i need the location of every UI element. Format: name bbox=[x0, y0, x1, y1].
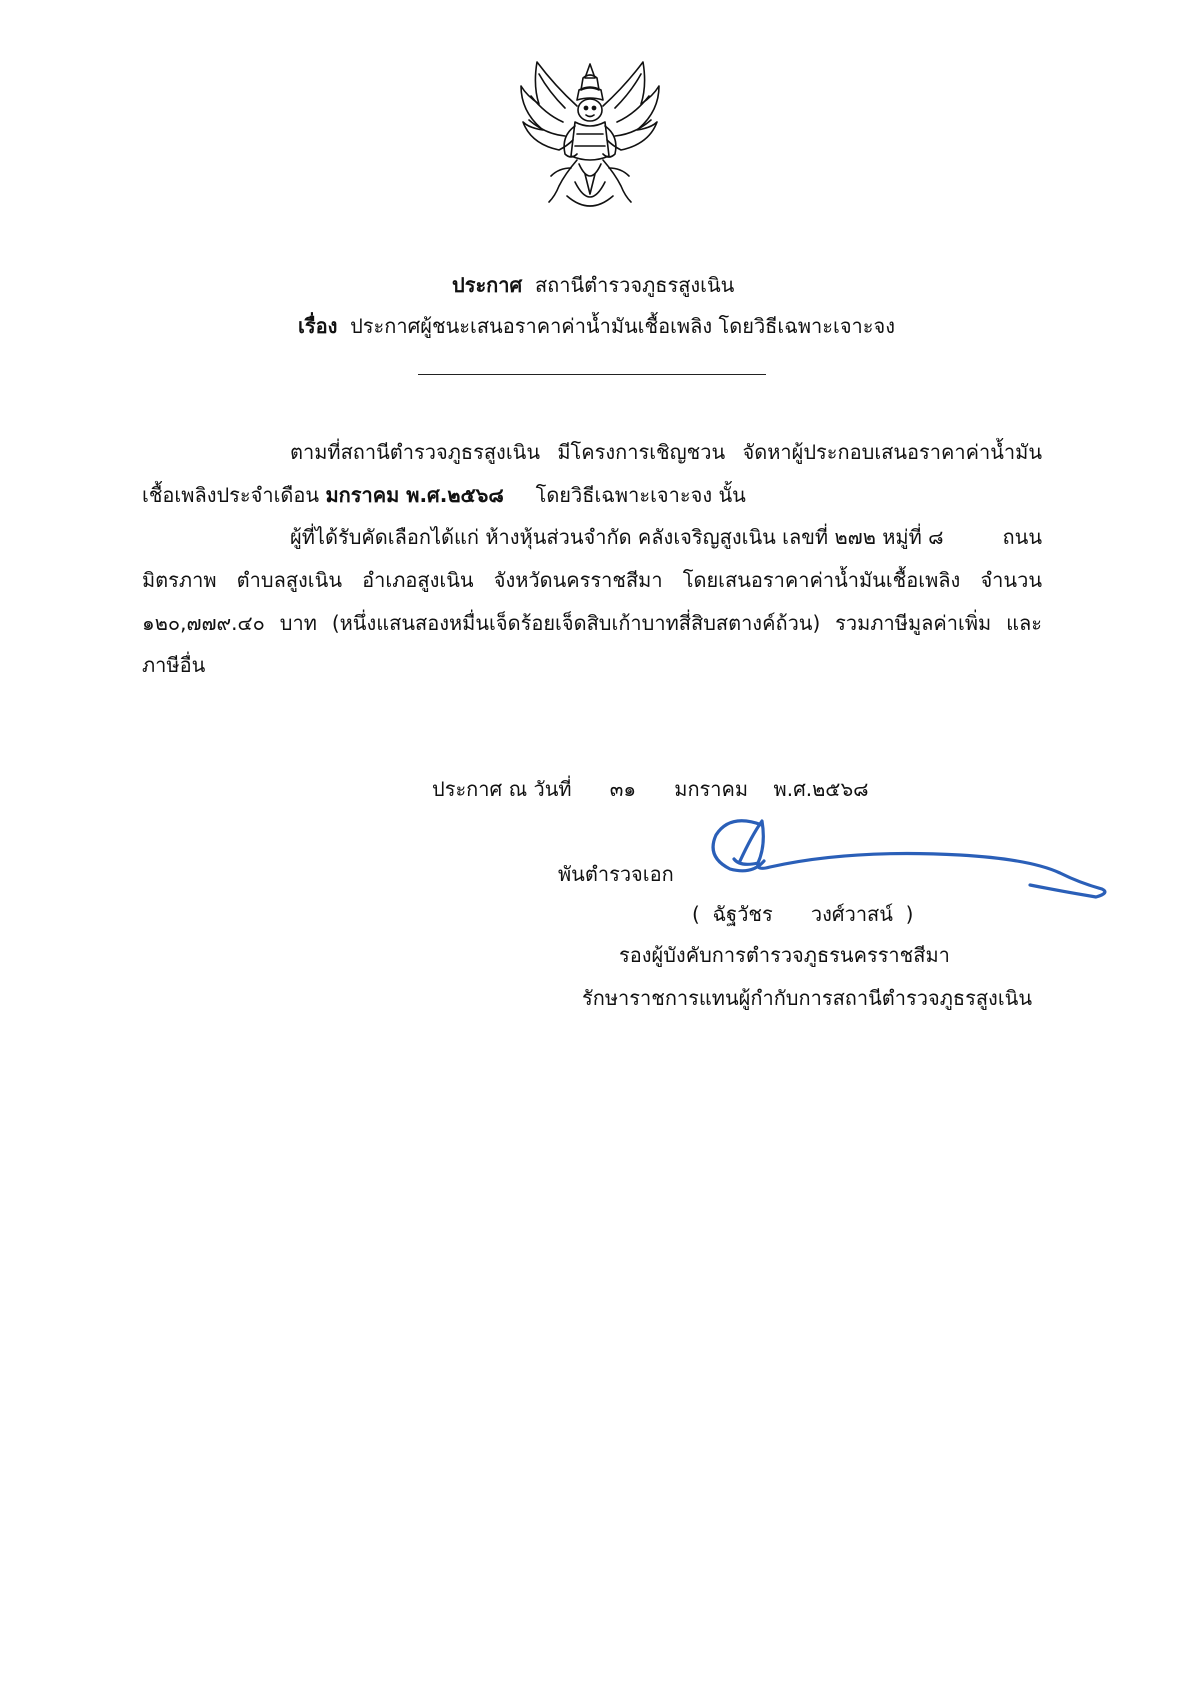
p2-line1-part-a: ผู้ที่ได้รับคัดเลือกได้แก่ ห้างหุ้นส่วนจำกัด คลังเจริญสูงเนิน เลขที่ ๒๗๒ หมู่ที่ ๘ bbox=[290, 525, 944, 549]
p1-line1-part-c: จัดหาผู้ประกอบเสนอราคาค่าน้ำมัน bbox=[742, 440, 1042, 464]
signer-name bbox=[692, 904, 913, 924]
signer-first-name: ฉัฐวัชร bbox=[712, 902, 773, 926]
name-open-paren: ( bbox=[692, 902, 700, 926]
dateline-prefix: ประกาศ ณ วันที่ bbox=[432, 777, 572, 801]
dateline-month: มกราคม bbox=[674, 777, 749, 801]
p1-line2-part-b: โดยวิธีเฉพาะเจาะจง นั้น bbox=[535, 483, 746, 507]
p1-line2-part-a: เชื้อเพลิงประจำเดือน bbox=[142, 483, 320, 507]
signer-rank: พันตำรวจเอก bbox=[558, 862, 674, 886]
month-year-bold: มกราคม พ.ศ.๒๕๖๘ bbox=[325, 483, 504, 507]
dateline-day: ๓๑ bbox=[609, 777, 637, 801]
paragraph-1-line-2 bbox=[142, 485, 746, 505]
dateline bbox=[432, 779, 869, 799]
dateline-year: พ.ศ.๒๕๖๘ bbox=[773, 777, 869, 801]
signer-last-name: วงศ์วาสน์ bbox=[810, 902, 893, 926]
subject-text: ประกาศผู้ชนะเสนอราคาค่าน้ำมันเชื้อเพลิง โดยวิธีเฉพาะเจาะจง bbox=[350, 314, 896, 338]
handwritten-signature bbox=[700, 805, 1120, 915]
paragraph-1-line-1 bbox=[290, 442, 1042, 462]
subject-heading bbox=[298, 316, 895, 336]
signer-acting-role: รักษาราชการแทนผู้กำกับการสถานีตำรวจภูธรสูงเนิน bbox=[582, 986, 1032, 1010]
paragraph-2-line-2: มิตรภาพ ตำบลสูงเนิน อำเภอสูงเนิน จังหวัดนครราชสีมา โดยเสนอราคาค่าน้ำมันเชื้อเพลิง จำนวน bbox=[142, 568, 1042, 592]
p1-line1-part-b: มีโครงการเชิญชวน bbox=[557, 440, 726, 464]
p2-line1-part-b: ถนน bbox=[1002, 525, 1042, 549]
paragraph-2-line-1 bbox=[290, 527, 1042, 547]
name-close-paren: ) bbox=[905, 902, 914, 926]
p1-line1-part-a: ตามที่สถานีตำรวจภูธรสูงเนิน bbox=[290, 440, 540, 464]
title-divider bbox=[418, 374, 766, 375]
announce-label: ประกาศ bbox=[452, 273, 523, 297]
signer-position: รองผู้บังคับการตำรวจภูธรนครราชสีมา bbox=[619, 943, 950, 967]
garuda-emblem bbox=[515, 56, 665, 216]
announcement-heading bbox=[452, 275, 734, 295]
paragraph-2-line-3: ๑๒๐,๗๗๙.๔๐ บาท (หนึ่งแสนสองหมื่นเจ็ดร้อยเจ็ดสิบเก้าบาทสี่สิบสตางค์ถ้วน) รวมภาษีมูลค่าเพิ่ม และ bbox=[142, 611, 1042, 635]
subject-label: เรื่อง bbox=[298, 314, 338, 338]
agency-name: สถานีตำรวจภูธรสูงเนิน bbox=[534, 273, 735, 297]
paragraph-2-line-4: ภาษีอื่น bbox=[142, 653, 206, 677]
